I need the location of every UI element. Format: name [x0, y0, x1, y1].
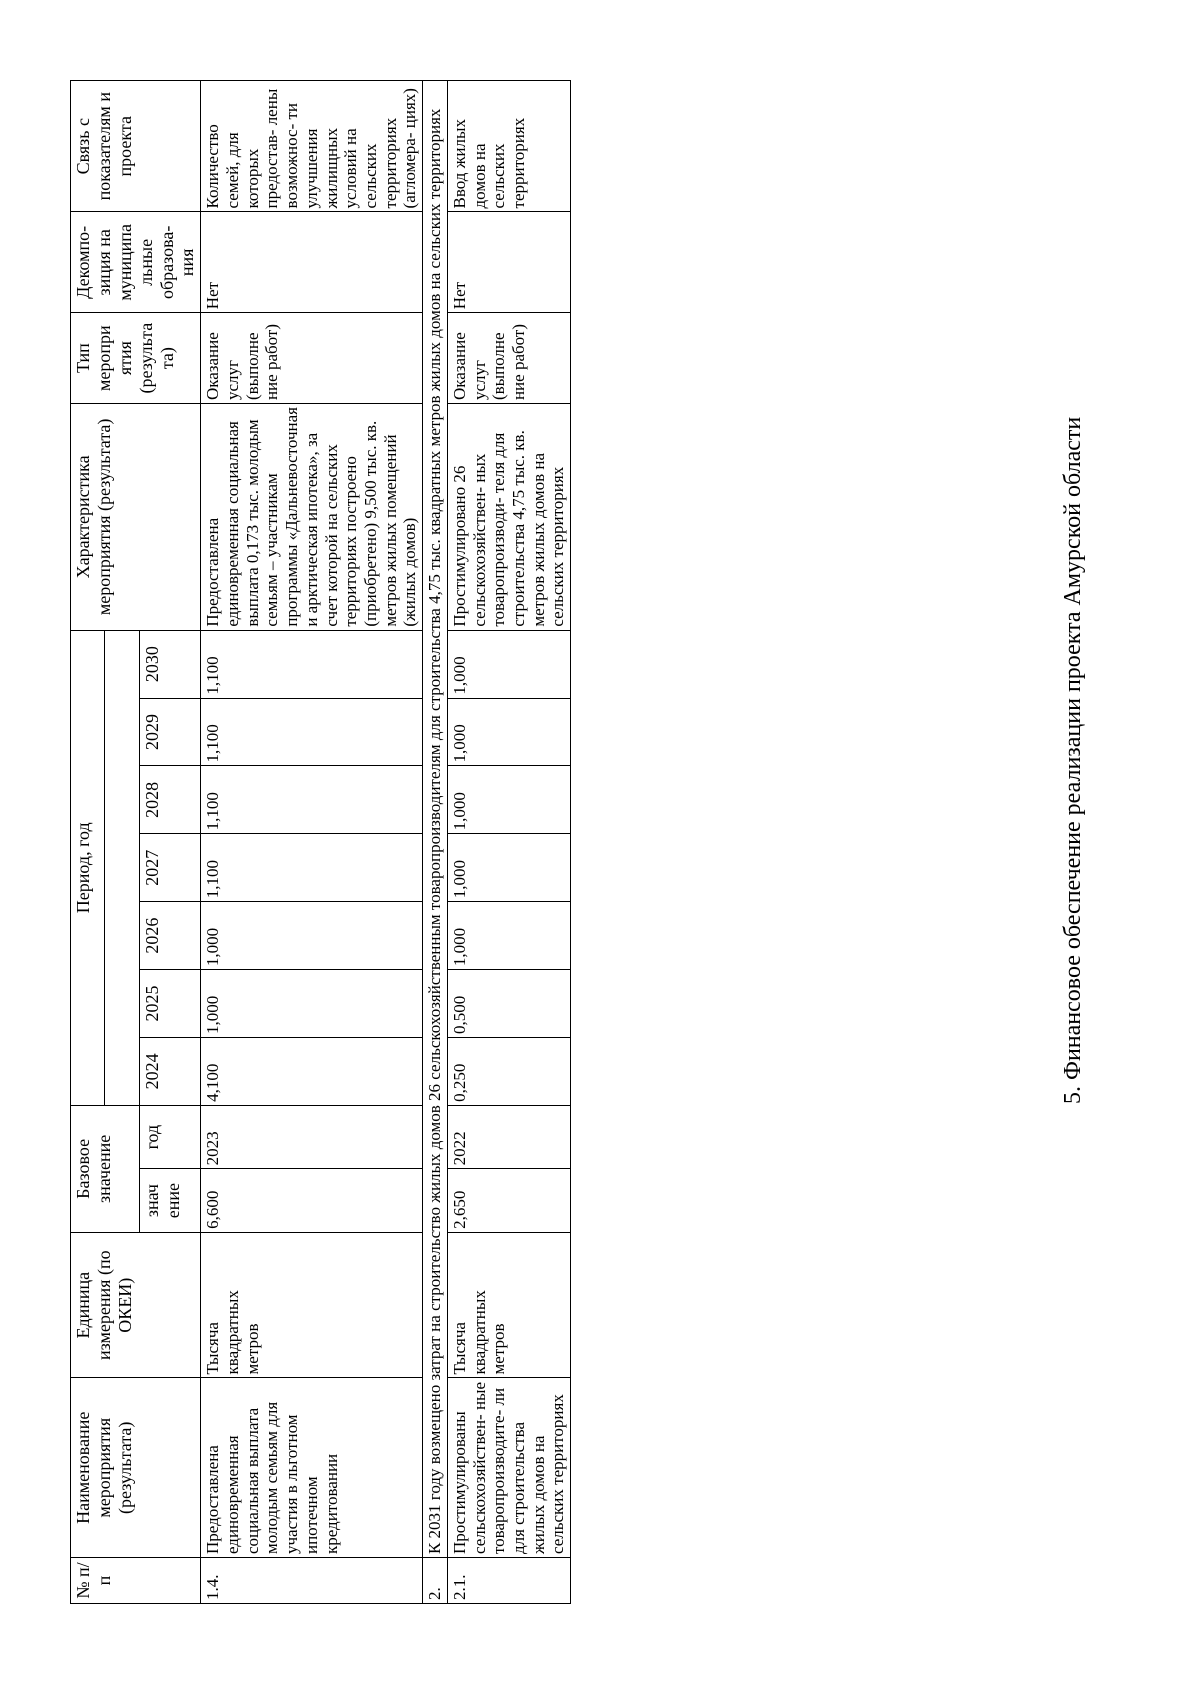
task-num: 2. [423, 1558, 448, 1604]
row-decomposition: Нет [447, 212, 570, 313]
row-value-2024: 4,100 [201, 1037, 423, 1105]
header-decomposition: Декомпо- зиция на муниципа льные образова- ния [71, 212, 201, 313]
row-type: Оказание услуг (выполне ние работ) [201, 313, 423, 404]
row-characteristic: Предоставлена единовременная социальная выплата 0,173 тыс. молодым семьям – участникам программы «Дальневосточная и арктическая ипотека», за счет которой на сельских территориях построено (приобретено) 9,500 тыс. кв. метров жилых помещений (жилых домов) [201, 404, 423, 631]
row-value-2029: 1,000 [447, 698, 570, 766]
row-link: Количество семей, для которых предостав- лены возможнос- ти улучшения жилищных условий на сельских территориях (агломера- циях) [201, 81, 423, 212]
header-year-2024: 2024 [139, 1037, 200, 1105]
row-characteristic: Простимулировано 26 сельскохозяйствен- ных товаропроизводи- теля для строительства 4,75 тыс. кв. метров жилых домов на сельских территориях [447, 404, 570, 631]
table-row [201, 81, 423, 1604]
row-type: Оказание услуг (выполне ние работ) [447, 313, 570, 404]
header-unit: Единица измерения (по ОКЕИ) [71, 1232, 201, 1378]
header-name: Наименование мероприятия (результата) [71, 1378, 201, 1558]
row-name: Простимулированы сельскохозяйствен- ные товаропроизводите- ли для строительства жилых домов на сельских территориях [447, 1378, 570, 1558]
header-type: Тип меропри ятия (результа та) [71, 313, 201, 404]
header-characteristic: Характеристика мероприятия (результата) [71, 404, 201, 631]
task-text: К 2031 году возмещено затрат на строительство жилых домов 26 сельскохозяйственным товаропроизводителям для строительства 4,75 тыс. квадратных метров жилых домов на сельских территориях [423, 81, 448, 1558]
row-decomposition: Нет [201, 212, 423, 313]
row-unit: Тысяча квадратных метров [447, 1232, 570, 1378]
header-year-2030: 2030 [139, 630, 200, 698]
table-row [447, 81, 570, 1604]
row-base-year: 2022 [447, 1105, 570, 1169]
results-table [70, 80, 571, 1604]
header-link: Связь с показателям и проекта [71, 81, 201, 212]
row-value-2027: 1,100 [201, 834, 423, 902]
row-value-2025: 1,000 [201, 970, 423, 1038]
row-value-2028: 1,100 [201, 766, 423, 834]
header-base-year: год [139, 1105, 200, 1169]
row-name: Предоставлена единовременная социальная выплата молодым семьям для участия в льготном ипотечном кредитовании [201, 1378, 423, 1558]
row-value-2027: 1,000 [447, 834, 570, 902]
row-num: 2.1. [447, 1558, 570, 1604]
row-value-2026: 1,000 [447, 902, 570, 970]
header-base: Базовое значение [71, 1105, 140, 1232]
header-period-spacer [104, 630, 139, 1105]
header-base-value: знач ение [139, 1169, 200, 1233]
task-row [423, 81, 448, 1604]
header-year-2025: 2025 [139, 970, 200, 1038]
row-value-2026: 1,000 [201, 902, 423, 970]
header-period: Период, год [71, 630, 105, 1105]
row-link: Ввод жилых домов на сельских территориях [447, 81, 570, 212]
row-value-2028: 1,000 [447, 766, 570, 834]
row-base-year: 2023 [201, 1105, 423, 1169]
row-base-value: 6,600 [201, 1169, 423, 1233]
header-year-2027: 2027 [139, 834, 200, 902]
row-value-2030: 1,100 [201, 630, 423, 698]
row-base-value: 2,650 [447, 1169, 570, 1233]
header-num: № п/п [71, 1558, 201, 1604]
header-year-2028: 2028 [139, 766, 200, 834]
row-num: 1.4. [201, 1558, 423, 1604]
row-value-2025: 0,500 [447, 970, 570, 1038]
header-year-2026: 2026 [139, 902, 200, 970]
row-value-2030: 1,000 [447, 630, 570, 698]
section-title: 5. Финансовое обеспечение реализации проекта Амурской области [1060, 416, 1086, 1104]
row-value-2029: 1,100 [201, 698, 423, 766]
row-unit: Тысяча квадратных метров [201, 1232, 423, 1378]
header-year-2029: 2029 [139, 698, 200, 766]
row-value-2024: 0,250 [447, 1037, 570, 1105]
